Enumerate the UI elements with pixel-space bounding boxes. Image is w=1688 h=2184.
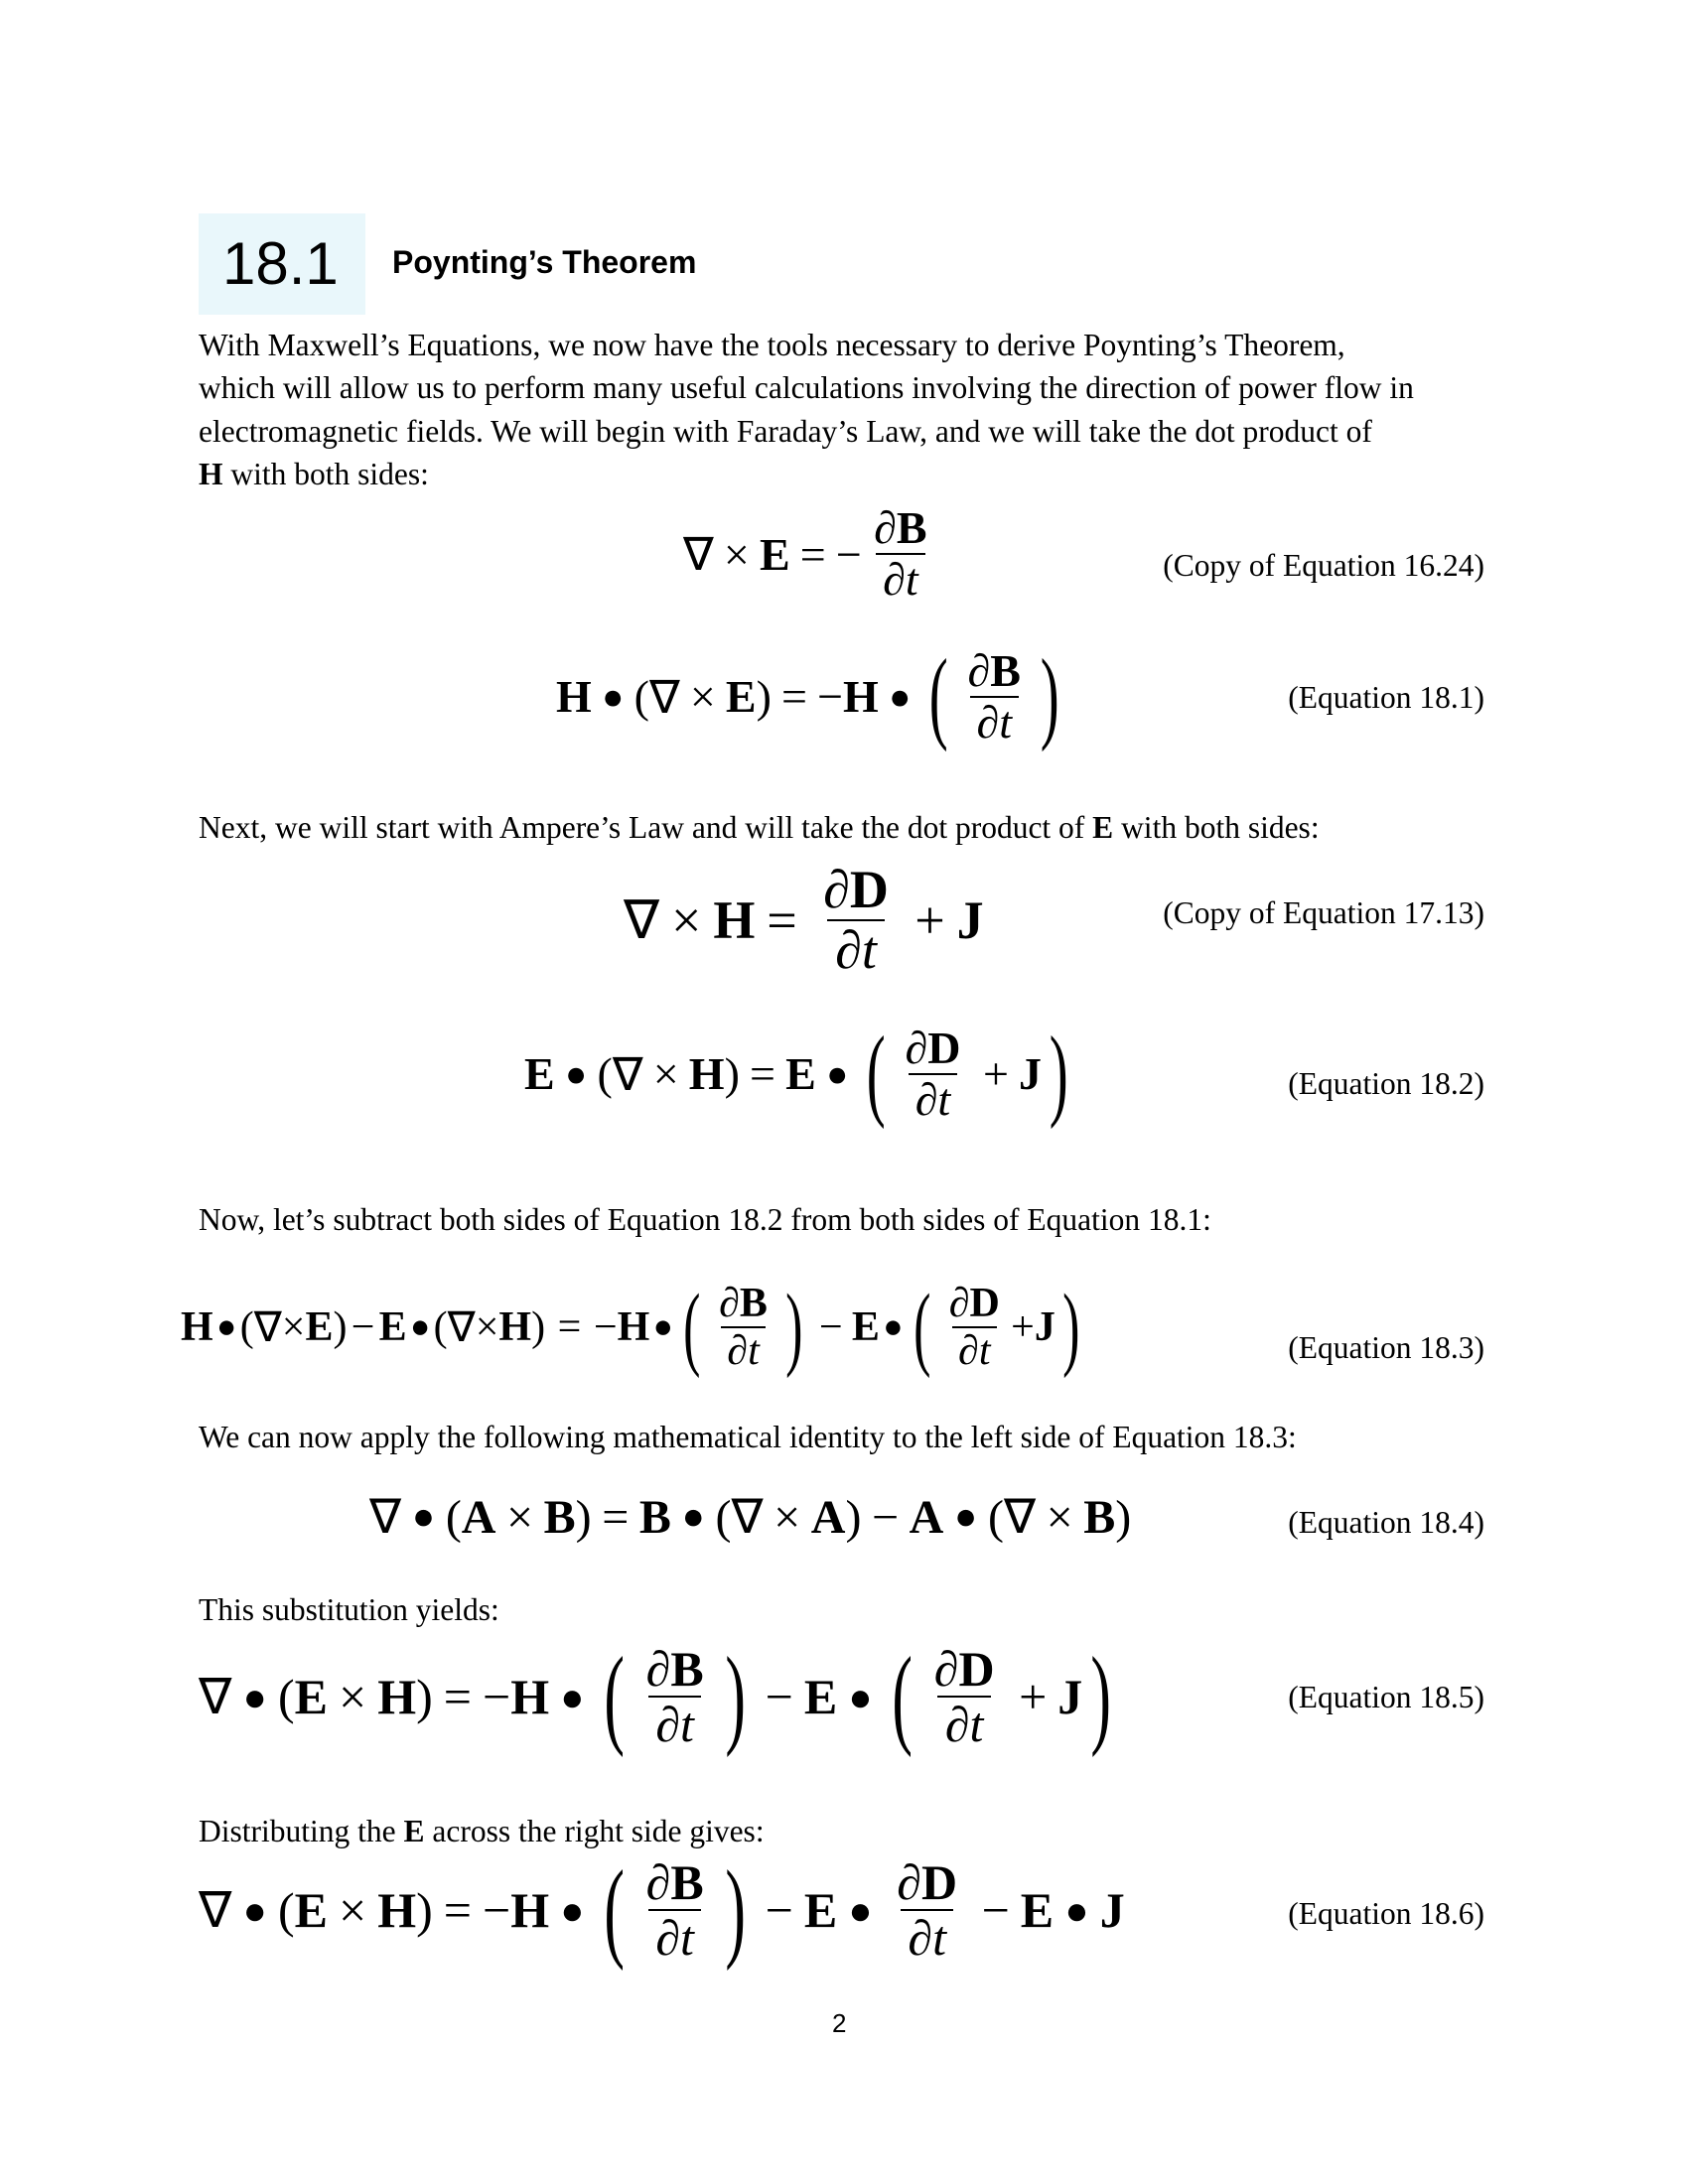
vector-symbol: B	[638, 1490, 671, 1544]
time-symbol: t	[748, 1328, 760, 1375]
equation-label: (Equation 18.4)	[1288, 1505, 1484, 1540]
vector-symbol: D	[849, 860, 889, 919]
minus-symbol: −	[482, 1882, 511, 1939]
vector-symbol: B	[670, 1640, 704, 1697]
paren: )	[724, 1048, 740, 1100]
partial-symbol: ∂	[823, 860, 850, 919]
time-symbol: t	[937, 1073, 951, 1125]
paren: (	[239, 1304, 254, 1351]
vector-symbol: H	[181, 1304, 213, 1351]
vector-symbol: H	[617, 1304, 650, 1351]
section-number: 18.1	[222, 230, 339, 297]
dot-product-symbol: ●	[652, 1308, 673, 1346]
dot-product-symbol: ●	[826, 1053, 849, 1095]
paren: (	[278, 1882, 295, 1939]
vector-symbol: B	[543, 1490, 576, 1544]
time-symbol: t	[905, 554, 918, 606]
cross-symbol: ×	[1046, 1490, 1073, 1544]
paragraph-text: with both sides:	[222, 457, 429, 491]
vector-symbol: H	[377, 1669, 417, 1725]
minus-symbol: −	[817, 671, 844, 723]
paragraph-line	[199, 806, 1320, 850]
dot-product-symbol: ●	[216, 1308, 237, 1346]
dot-product-symbol: ●	[409, 1308, 431, 1346]
dot-product-symbol: ●	[411, 1496, 436, 1538]
dot-product-symbol: ●	[564, 1053, 588, 1095]
bold-symbol: H	[199, 457, 223, 491]
big-paren: (	[913, 1276, 931, 1379]
equals-symbol: =	[443, 1882, 472, 1939]
dot-product-symbol: ●	[848, 1674, 873, 1719]
big-paren: (	[928, 639, 948, 752]
paren: (	[445, 1490, 462, 1544]
dot-product-symbol: ●	[602, 676, 625, 718]
vector-symbol: J	[956, 889, 984, 950]
paren: (	[633, 671, 649, 723]
paragraph-text: Distributing the	[199, 1814, 404, 1848]
partial-symbol: ∂	[727, 1328, 749, 1375]
paren: (	[278, 1669, 295, 1725]
time-symbol: t	[680, 1697, 694, 1753]
partial-symbol: ∂	[944, 1697, 970, 1753]
plus-symbol: +	[914, 889, 945, 950]
big-paren: (	[866, 1017, 886, 1130]
partial-symbol: ∂	[645, 1853, 671, 1910]
time-symbol: t	[680, 1910, 694, 1967]
vector-symbol: E	[294, 1669, 329, 1725]
vector-symbol: B	[1083, 1490, 1116, 1544]
paren: )	[756, 671, 772, 723]
vector-symbol: D	[958, 1640, 995, 1697]
paren: (	[433, 1304, 448, 1351]
vector-symbol: E	[294, 1882, 329, 1939]
plus-symbol: +	[1019, 1669, 1048, 1725]
big-paren: )	[1090, 1635, 1112, 1758]
minus-symbol: −	[593, 1304, 618, 1351]
partial-symbol: ∂	[883, 554, 906, 606]
vector-symbol: H	[498, 1304, 532, 1351]
paragraph-line	[199, 1810, 765, 1853]
vector-symbol: A	[909, 1490, 944, 1544]
cross-symbol: ×	[723, 528, 750, 580]
equals-symbol: =	[799, 528, 826, 580]
paragraph-line: We can now apply the following mathematical identity to the left side of Equation 18.3:	[199, 1420, 1297, 1454]
bold-symbol: E	[1092, 810, 1114, 845]
nabla-symbol: ∇	[447, 1305, 476, 1352]
partial-symbol: ∂	[933, 1640, 959, 1697]
paragraph-text: with both sides:	[1113, 810, 1320, 845]
nabla-symbol: ∇	[731, 1491, 764, 1544]
big-paren: )	[725, 1848, 747, 1972]
big-paren: (	[604, 1848, 625, 1972]
vector-symbol: A	[810, 1490, 846, 1544]
big-paren: )	[785, 1276, 803, 1379]
minus-symbol: −	[351, 1304, 375, 1351]
equals-symbol: =	[767, 889, 797, 950]
cross-symbol: ×	[475, 1304, 499, 1351]
dot-product-symbol: ●	[848, 1887, 873, 1933]
paragraph-line: which will allow us to perform many useful calculations involving the direction of power flow in	[199, 370, 1414, 405]
big-paren: (	[892, 1635, 913, 1758]
big-paren: (	[604, 1635, 625, 1758]
dot-product-symbol: ●	[883, 1308, 904, 1346]
vector-symbol: D	[920, 1853, 958, 1910]
fraction	[638, 1640, 711, 1753]
paren: (	[715, 1490, 732, 1544]
nabla-symbol: ∇	[1003, 1491, 1037, 1544]
fraction	[926, 1640, 1002, 1753]
partial-symbol: ∂	[719, 1281, 740, 1327]
big-paren: )	[1061, 1276, 1080, 1379]
big-paren: )	[1041, 639, 1060, 752]
vector-symbol: E	[803, 1882, 838, 1939]
vector-symbol: H	[713, 889, 756, 950]
cross-symbol: ×	[652, 1048, 679, 1100]
equation-18-6	[199, 1848, 1125, 1972]
minus-symbol: −	[872, 1490, 900, 1544]
cross-symbol: ×	[506, 1490, 534, 1544]
partial-symbol: ∂	[976, 696, 1000, 748]
time-symbol: t	[932, 1910, 946, 1967]
vector-symbol: E	[524, 1048, 555, 1100]
vector-symbol: J	[1057, 1669, 1083, 1725]
big-paren: )	[1049, 1017, 1068, 1130]
partial-symbol: ∂	[835, 919, 862, 980]
minus-symbol: −	[765, 1882, 793, 1939]
fraction	[713, 1282, 774, 1373]
paren: )	[845, 1490, 862, 1544]
dot-product-symbol: ●	[242, 1674, 267, 1719]
minus-symbol: −	[818, 1304, 843, 1351]
vector-symbol: H	[843, 671, 879, 723]
vector-symbol: D	[969, 1281, 1000, 1327]
paren: )	[416, 1669, 433, 1725]
equation-label: (Equation 18.3)	[1288, 1330, 1484, 1365]
equation-18-1	[556, 639, 1067, 752]
partial-symbol: ∂	[908, 1910, 933, 1967]
nabla-symbol: ∇	[369, 1491, 402, 1544]
paren: )	[531, 1304, 546, 1351]
partial-symbol: ∂	[958, 1328, 979, 1375]
paragraph-line	[199, 453, 429, 496]
fraction	[942, 1282, 1006, 1373]
cross-symbol: ×	[339, 1882, 367, 1939]
equation-label: (Copy of Equation 16.24)	[1163, 548, 1484, 583]
nabla-symbol: ∇	[648, 671, 680, 723]
cross-symbol: ×	[281, 1304, 306, 1351]
vector-symbol: H	[688, 1048, 725, 1100]
paragraph-line: Now, let’s subtract both sides of Equation 18.2 from both sides of Equation 18.1:	[199, 1202, 1211, 1237]
fraction	[890, 1853, 965, 1967]
dot-product-symbol: ●	[954, 1496, 978, 1538]
plus-symbol: +	[982, 1048, 1009, 1100]
vector-symbol: E	[305, 1304, 334, 1351]
partial-symbol: ∂	[905, 1022, 928, 1073]
time-symbol: t	[861, 919, 877, 980]
equals-symbol: =	[781, 671, 807, 723]
dot-product-symbol: ●	[681, 1496, 705, 1538]
equation-18-5	[199, 1635, 1120, 1758]
big-paren: (	[683, 1276, 701, 1379]
paren: )	[333, 1304, 348, 1351]
dot-product-symbol: ●	[242, 1887, 267, 1933]
nabla-symbol: ∇	[683, 529, 714, 581]
fraction	[815, 862, 897, 979]
nabla-symbol: ∇	[199, 1882, 232, 1939]
equation-label: (Equation 18.6)	[1288, 1896, 1484, 1931]
equation-faraday	[683, 504, 939, 604]
minus-symbol: −	[765, 1669, 793, 1725]
time-symbol: t	[978, 1328, 991, 1375]
minus-symbol: −	[482, 1669, 511, 1725]
vector-symbol: E	[851, 1304, 880, 1351]
vector-symbol: E	[785, 1048, 816, 1100]
page-number: 2	[832, 2008, 847, 2038]
dot-product-symbol: ●	[560, 1674, 585, 1719]
minus-symbol: −	[835, 528, 862, 580]
cross-symbol: ×	[671, 889, 702, 950]
paragraph-line: electromagnetic fields. We will begin with Faraday’s Law, and we will take the dot product of	[199, 414, 1372, 449]
equation-18-2	[524, 1017, 1075, 1130]
vector-symbol: B	[739, 1281, 768, 1327]
vector-symbol: J	[1099, 1882, 1125, 1939]
equals-symbol: =	[557, 1304, 582, 1351]
fraction	[899, 1024, 968, 1124]
vector-symbol: J	[1034, 1304, 1055, 1351]
nabla-symbol: ∇	[253, 1305, 282, 1352]
equals-symbol: =	[750, 1048, 775, 1100]
paren: (	[597, 1048, 613, 1100]
vector-symbol: B	[990, 644, 1021, 696]
vector-symbol: H	[556, 671, 592, 723]
paragraph-line: With Maxwell’s Equations, we now have the tools necessary to derive Poynting’s Theorem,	[199, 328, 1345, 362]
vector-symbol: H	[510, 1669, 550, 1725]
nabla-symbol: ∇	[199, 1669, 232, 1725]
equation-label: (Equation 18.2)	[1288, 1066, 1484, 1101]
time-symbol: t	[999, 696, 1012, 748]
equation-label: (Equation 18.5)	[1288, 1680, 1484, 1714]
equation-18-3	[181, 1276, 1086, 1379]
section-title: Poynting’s Theorem	[392, 244, 697, 280]
vector-symbol: H	[377, 1882, 417, 1939]
vector-symbol: B	[896, 502, 927, 553]
paren: )	[575, 1490, 592, 1544]
vector-symbol: A	[461, 1490, 496, 1544]
partial-symbol: ∂	[948, 1281, 970, 1327]
time-symbol: t	[969, 1697, 984, 1753]
paragraph-text: across the right side gives:	[424, 1814, 765, 1848]
paragraph-text: Next, we will start with Ampere’s Law and will take the dot product of	[199, 810, 1093, 845]
partial-symbol: ∂	[967, 644, 991, 696]
paragraph-line: This substitution yields:	[199, 1592, 499, 1627]
equation-label: (Copy of Equation 17.13)	[1163, 895, 1484, 930]
equation-label: (Equation 18.1)	[1288, 680, 1484, 715]
paren: )	[416, 1882, 433, 1939]
cross-symbol: ×	[689, 671, 716, 723]
vector-symbol: E	[725, 671, 757, 723]
equals-symbol: =	[443, 1669, 472, 1725]
partial-symbol: ∂	[897, 1853, 921, 1910]
nabla-symbol: ∇	[624, 890, 660, 951]
equation-18-4	[369, 1489, 1131, 1545]
vector-symbol: B	[670, 1853, 704, 1910]
partial-symbol: ∂	[874, 502, 897, 553]
big-paren: )	[725, 1635, 747, 1758]
bold-symbol: E	[403, 1814, 425, 1848]
cross-symbol: ×	[339, 1669, 367, 1725]
partial-symbol: ∂	[655, 1697, 681, 1753]
vector-symbol: J	[1019, 1048, 1043, 1100]
vector-symbol: E	[759, 528, 790, 580]
paren: (	[988, 1490, 1004, 1544]
partial-symbol: ∂	[655, 1910, 681, 1967]
vector-symbol: H	[510, 1882, 550, 1939]
plus-symbol: +	[1011, 1304, 1035, 1351]
dot-product-symbol: ●	[889, 676, 912, 718]
fraction	[961, 644, 1028, 748]
vector-symbol: D	[927, 1022, 961, 1073]
vector-symbol: E	[1020, 1882, 1055, 1939]
minus-symbol: −	[981, 1882, 1010, 1939]
equals-symbol: =	[602, 1490, 630, 1544]
nabla-symbol: ∇	[612, 1048, 643, 1100]
vector-symbol: E	[378, 1304, 407, 1351]
dot-product-symbol: ●	[560, 1887, 585, 1933]
partial-symbol: ∂	[645, 1640, 671, 1697]
equation-ampere	[624, 862, 984, 979]
fraction	[638, 1853, 711, 1967]
fraction	[867, 504, 933, 604]
paren: )	[1115, 1490, 1132, 1544]
vector-symbol: E	[803, 1669, 838, 1725]
cross-symbol: ×	[774, 1490, 801, 1544]
dot-product-symbol: ●	[1064, 1887, 1089, 1933]
partial-symbol: ∂	[914, 1073, 938, 1125]
